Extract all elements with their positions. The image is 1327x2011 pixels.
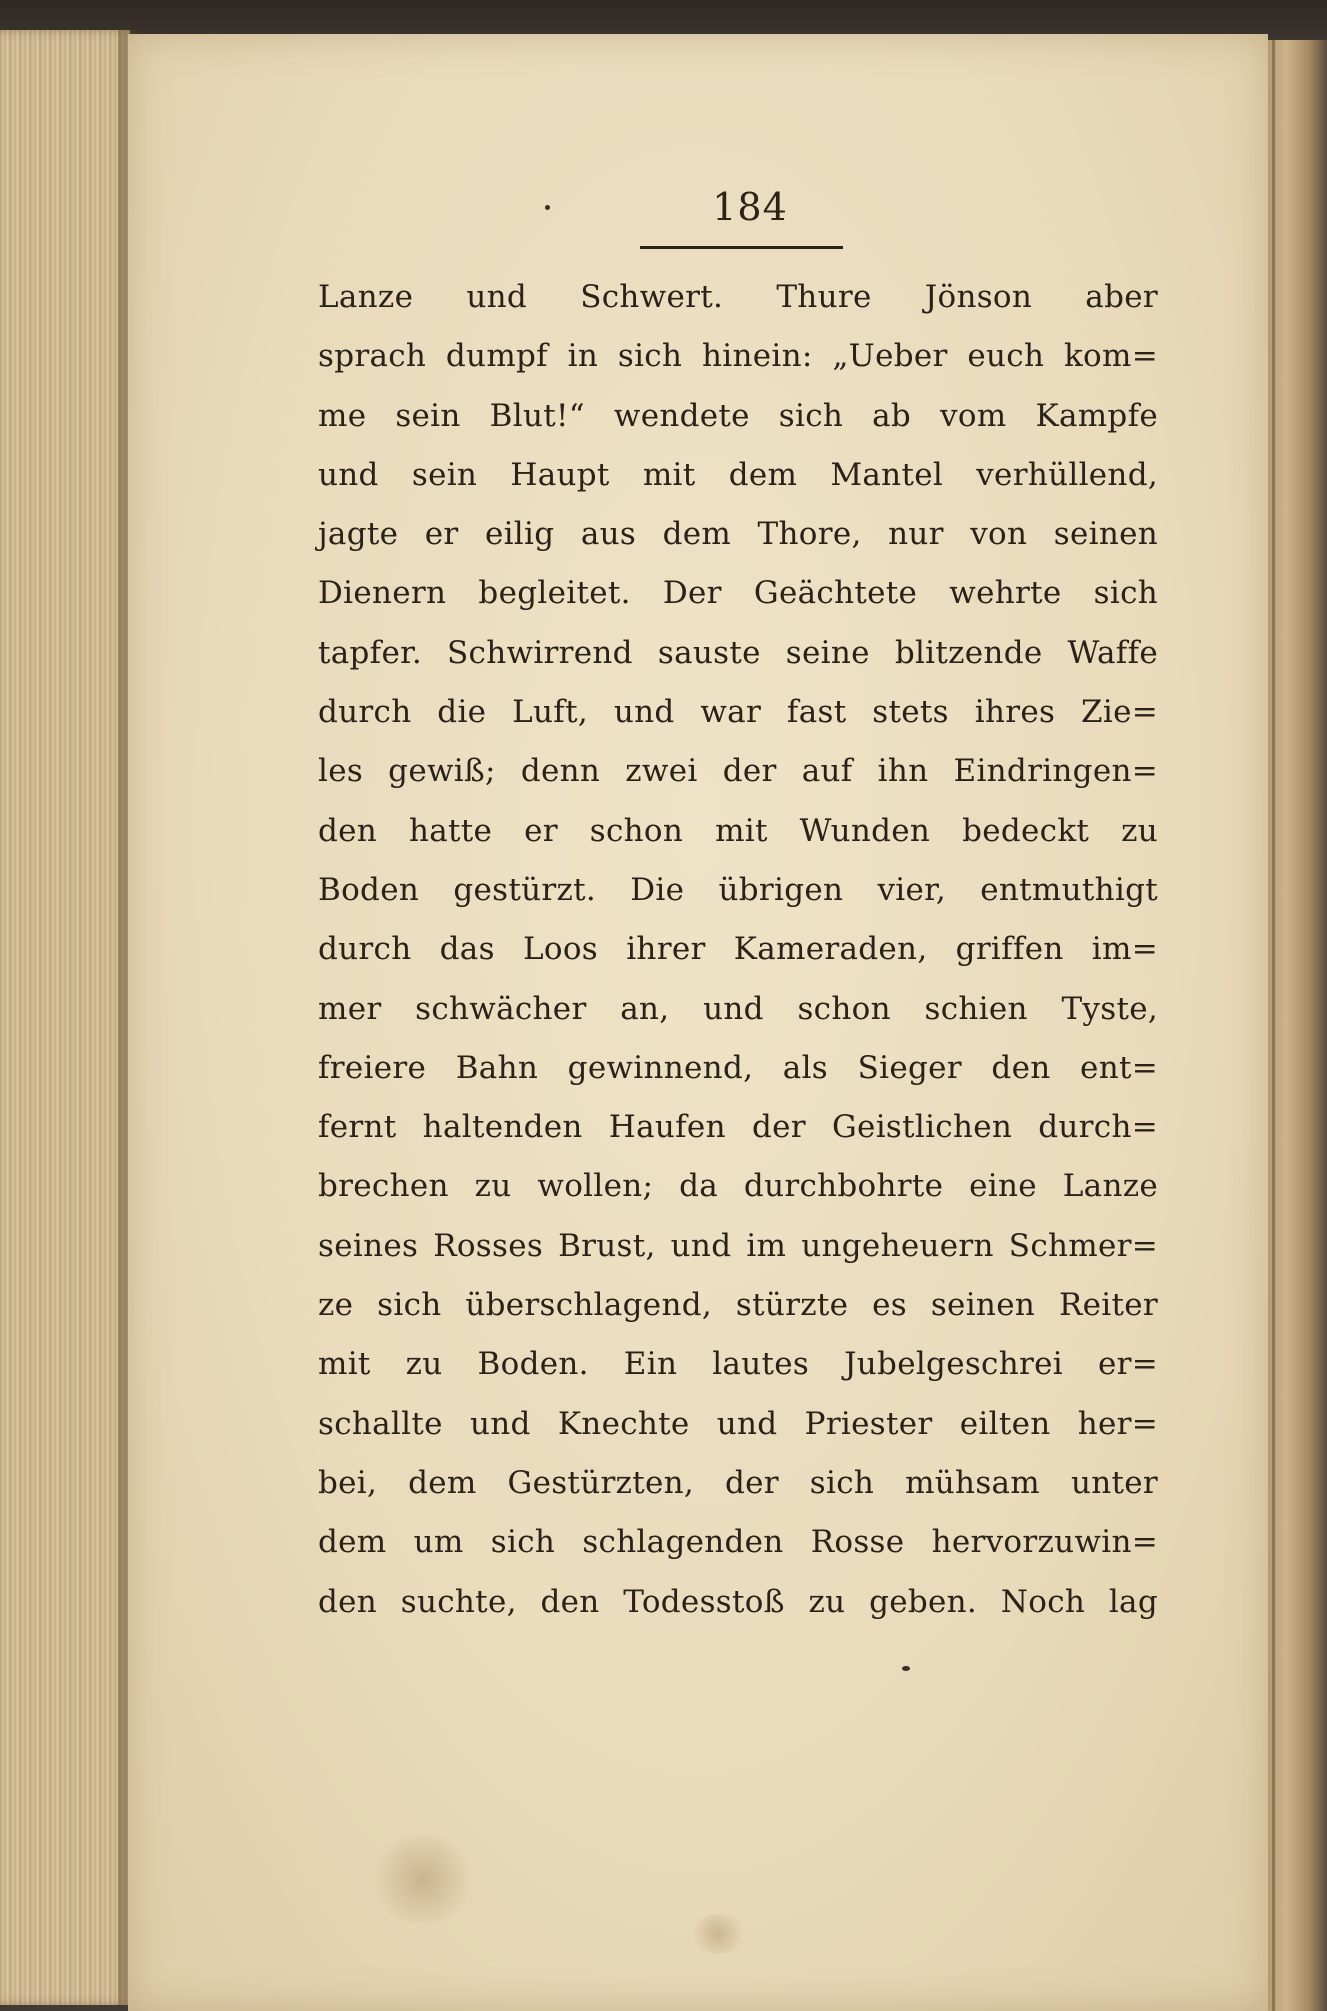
text-line: bei, dem Gestürzten, der sich mühsam unter	[318, 1464, 1158, 1501]
text-line: sprach dumpf in sich hinein: „Ueber euch kom=	[318, 338, 1158, 375]
header-rule	[640, 246, 843, 249]
next-leaf-edge-line	[1272, 40, 1275, 2011]
page-number: 184	[712, 185, 788, 229]
body-text	[318, 268, 1158, 1632]
page-edges-left	[0, 30, 130, 2005]
page-stain	[368, 1834, 478, 1924]
text-line: Boden gestürzt. Die übrigen vier, entmuthigt	[318, 871, 1158, 908]
page-stain	[688, 1914, 748, 1954]
text-line: ze sich überschlagend, stürzte es seinen Reiter	[318, 1287, 1158, 1324]
text-line: den hatte er schon mit Wunden bedeckt zu	[318, 812, 1158, 849]
text-line: brechen zu wollen; da durchbohrte eine Lanze	[318, 1168, 1158, 1205]
text-line: durch die Luft, und war fast stets ihres Zie=	[318, 694, 1158, 731]
next-leaf-edge	[1268, 40, 1327, 2011]
text-line: Dienern begleitet. Der Geächtete wehrte sich	[318, 575, 1158, 612]
text-line: mer schwächer an, und schon schien Tyste,	[318, 990, 1158, 1027]
text-line: Lanze und Schwert. Thure Jönson aber	[318, 279, 1158, 315]
text-line: me sein Blut!“ wendete sich ab vom Kampfe	[318, 397, 1158, 434]
text-line: und sein Haupt mit dem Mantel verhüllend,	[318, 456, 1158, 493]
text-line: den suchte, den Todesstoß zu geben. Noch lag	[318, 1583, 1158, 1620]
ink-dot	[902, 1666, 910, 1671]
text-line: tapfer. Schwirrend sauste seine blitzende Waffe	[318, 634, 1158, 671]
text-line: dem um sich schlagenden Rosse hervorzuwin=	[318, 1524, 1158, 1561]
ink-dot	[545, 205, 550, 210]
text-line: fernt haltenden Haufen der Geistlichen durch=	[318, 1109, 1158, 1146]
text-line: jagte er eilig aus dem Thore, nur von seinen	[318, 516, 1158, 553]
text-line: seines Rosses Brust, und im ungeheuern Schmer=	[318, 1227, 1158, 1264]
text-line: les gewiß; denn zwei der auf ihn Eindringen=	[318, 753, 1158, 790]
text-line: freiere Bahn gewinnend, als Sieger den ent=	[318, 1049, 1158, 1086]
text-line: mit zu Boden. Ein lautes Jubelgeschrei er=	[318, 1346, 1158, 1383]
text-line: schallte und Knechte und Priester eilten her=	[318, 1405, 1158, 1442]
text-line: durch das Loos ihrer Kameraden, griffen im=	[318, 931, 1158, 968]
